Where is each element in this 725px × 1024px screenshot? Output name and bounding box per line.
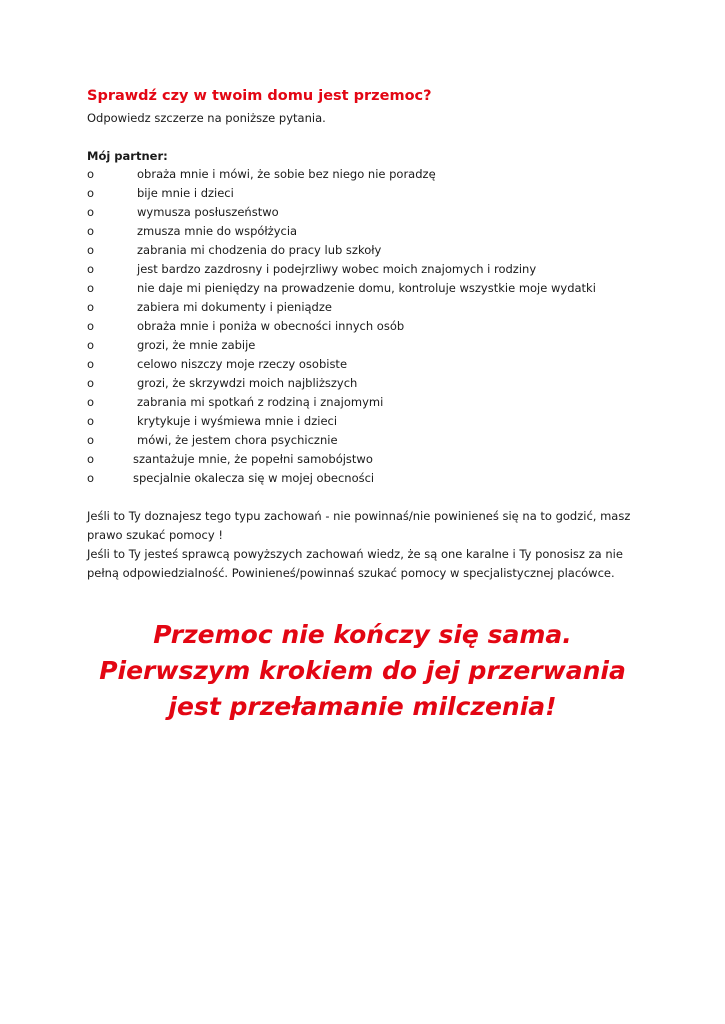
list-item xyxy=(87,452,647,471)
slogan-line-3: jest przełamanie milczenia! xyxy=(168,692,557,721)
list-item xyxy=(87,167,647,186)
page-subtitle: Odpowiedz szczerze na poniższe pytania. xyxy=(87,111,326,125)
list-item xyxy=(87,433,647,452)
bullet-icon: o xyxy=(87,338,95,352)
list-item-text: celowo niszczy moje rzeczy osobiste xyxy=(137,357,348,371)
victim-paragraph: Jeśli to Ty doznajesz tego typu zachowań - nie powinnaś/nie powinieneś się na to godzić, masz prawo szukać pomocy ! xyxy=(87,509,631,542)
list-item-text: specjalnie okalecza się w mojej obecności xyxy=(133,471,375,485)
bullet-icon: o xyxy=(87,281,95,295)
list-item xyxy=(87,186,647,205)
list-item xyxy=(87,243,647,262)
list-item xyxy=(87,471,647,490)
bullet-icon: o xyxy=(87,186,95,200)
list-item-text: jest bardzo zazdrosny i podejrzliwy wobec moich znajomych i rodziny xyxy=(137,262,537,276)
bullet-icon: o xyxy=(87,262,95,276)
list-item xyxy=(87,300,647,319)
list-item-text: obraża mnie i poniża w obecności innych osób xyxy=(137,319,405,333)
slogan-line-1: Przemoc nie kończy się sama. xyxy=(153,620,572,649)
list-item xyxy=(87,338,647,357)
bullet-icon: o xyxy=(87,357,95,371)
bullet-icon: o xyxy=(87,319,95,333)
list-item xyxy=(87,376,647,395)
section-label: Mój partner: xyxy=(87,149,168,163)
list-item xyxy=(87,224,647,243)
perpetrator-paragraph: Jeśli to Ty jesteś sprawcą powyższych zachowań wiedz, że są one karalne i Ty ponosisz za nie pełną odpowiedzialność. Powinieneś/powinnaś szukać pomocy w specjalistycznej placówce. xyxy=(87,547,623,580)
list-item-text: nie daje mi pieniędzy na prowadzenie domu, kontroluje wszystkie moje wydatki xyxy=(137,281,596,295)
slogan-line-2: Pierwszym krokiem do jej przerwania xyxy=(99,656,626,685)
bullet-icon: o xyxy=(87,167,95,181)
checklist xyxy=(87,167,647,490)
list-item xyxy=(87,357,647,376)
bullet-icon: o xyxy=(87,414,95,428)
bullet-icon: o xyxy=(87,205,95,219)
list-item-text: grozi, że mnie zabije xyxy=(137,338,256,352)
list-item-text: grozi, że skrzywdzi moich najbliższych xyxy=(137,376,358,390)
list-item-text: wymusza posłuszeństwo xyxy=(137,205,279,219)
bullet-icon: o xyxy=(87,433,95,447)
list-item-text: krytykuje i wyśmiewa mnie i dzieci xyxy=(137,414,338,428)
list-item xyxy=(87,281,647,300)
list-item xyxy=(87,205,647,224)
bullet-icon: o xyxy=(87,300,95,314)
list-item-text: zabiera mi dokumenty i pieniądze xyxy=(137,300,332,314)
list-item-text: obraża mnie i mówi, że sobie bez niego nie poradzę xyxy=(137,167,436,181)
list-item-text: zabrania mi spotkań z rodziną i znajomymi xyxy=(137,395,384,409)
bullet-icon: o xyxy=(87,395,95,409)
bullet-icon: o xyxy=(87,452,95,466)
list-item-text: szantażuje mnie, że popełni samobójstwo xyxy=(133,452,373,466)
page-title: Sprawdź czy w twoim domu jest przemoc? xyxy=(87,88,432,104)
list-item xyxy=(87,262,647,281)
list-item xyxy=(87,395,647,414)
list-item xyxy=(87,414,647,433)
list-item-text: bije mnie i dzieci xyxy=(137,186,234,200)
list-item-text: mówi, że jestem chora psychicznie xyxy=(137,433,338,447)
list-item xyxy=(87,319,647,338)
slogan xyxy=(0,617,725,725)
bullet-icon: o xyxy=(87,471,95,485)
list-item-text: zmusza mnie do współżycia xyxy=(137,224,298,238)
bullet-icon: o xyxy=(87,224,95,238)
bullet-icon: o xyxy=(87,376,95,390)
list-item-text: zabrania mi chodzenia do pracy lub szkoły xyxy=(137,243,382,257)
bullet-icon: o xyxy=(87,243,95,257)
